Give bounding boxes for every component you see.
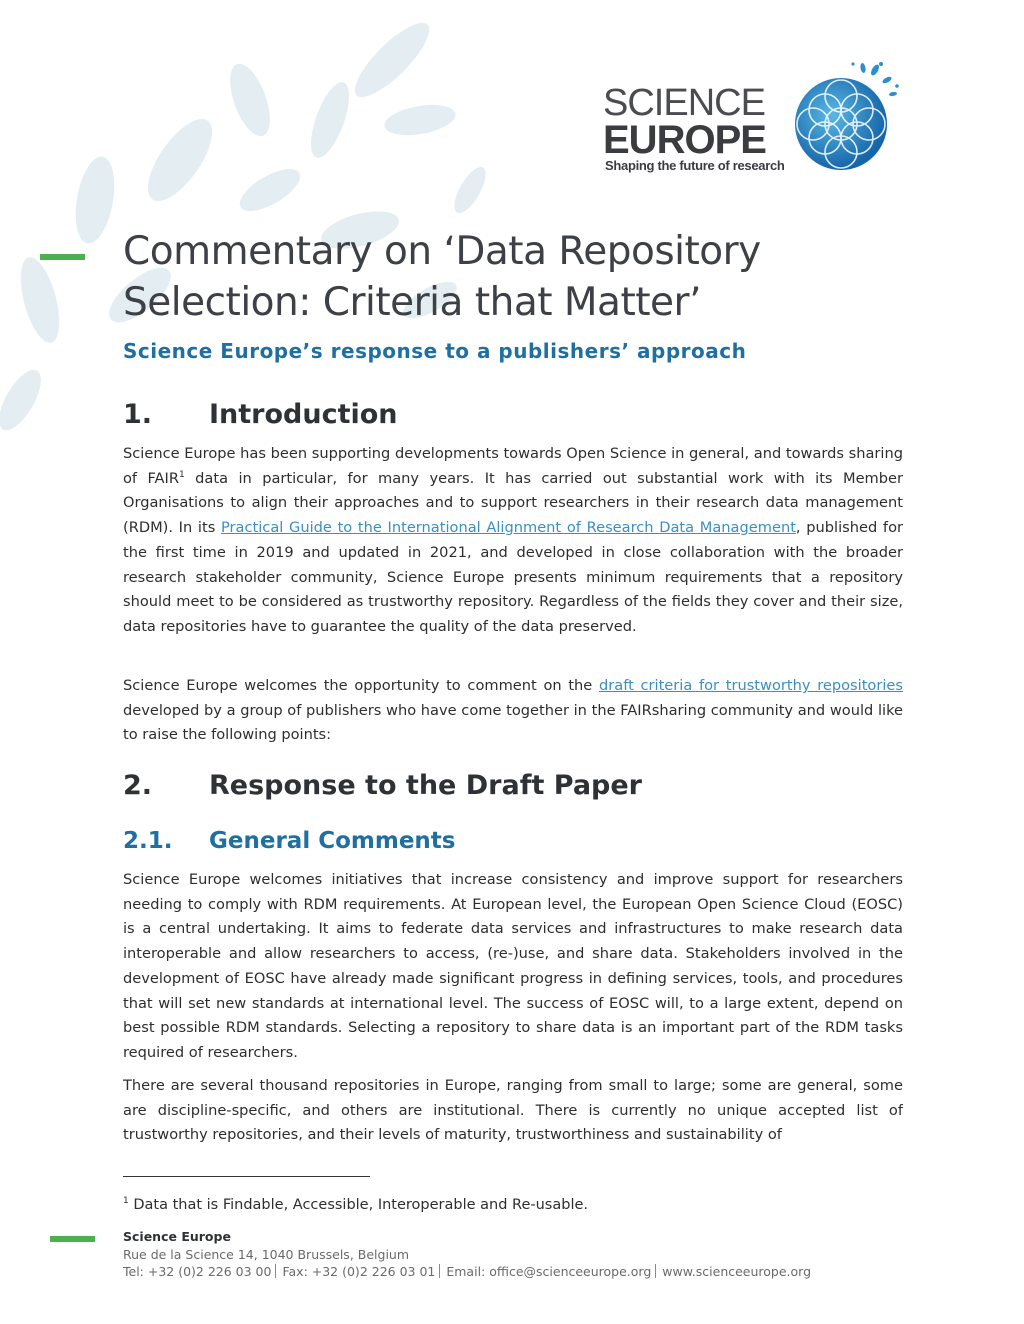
logo-tagline: Shaping the future of research	[605, 158, 785, 173]
section-heading-response	[123, 770, 642, 801]
text-run: Science Europe welcomes the opportunity to comment on the	[123, 677, 599, 694]
section-number: 1.	[123, 399, 153, 430]
page-subtitle: Science Europe’s response to a publishers’ approach	[123, 339, 747, 363]
section-number: 2.	[123, 770, 153, 801]
footer-website[interactable]: www.scienceeurope.org	[662, 1264, 812, 1279]
footer-separator	[275, 1264, 276, 1278]
logo-wordmark-science: SCIENCE	[603, 82, 765, 124]
text-run: developed by a group of publishers who have come together in the FAIRsharing community and would like to raise the following points:	[123, 701, 903, 744]
footer-address: Rue de la Science 14, 1040 Brussels, Belgium	[123, 1246, 410, 1262]
draft-criteria-link[interactable]: draft criteria for trustworthy repositories	[598, 677, 903, 694]
section-title: Response to the Draft Paper	[209, 770, 642, 801]
subsection-heading-general-comments	[123, 828, 455, 854]
footer-email[interactable]: Email: office@scienceeurope.org	[446, 1264, 652, 1279]
page-footer	[123, 1228, 811, 1281]
text-run: Science Europe has been supporting developments towards Open Science in general, and towards sharing of FAIR	[123, 445, 903, 487]
footnote-divider	[123, 1176, 370, 1177]
globe-icon	[789, 60, 901, 176]
footer-tel: Tel: +32 (0)2 226 03 00	[123, 1264, 272, 1279]
footnote-number: 1	[123, 1196, 129, 1207]
footer-fax: Fax: +32 (0)2 226 03 01	[282, 1264, 436, 1279]
general-paragraph-2: There are several thousand repositories in Europe, ranging from small to large; some are general, some are discipline-specific, and others are institutional. There is currently no unique accepted list of trustworthy repositories, and their levels of maturity, trustworthiness and sustainability of	[123, 1077, 903, 1144]
footer-org-name: Science Europe	[123, 1229, 231, 1244]
footer-separator	[655, 1264, 656, 1278]
section-title: Introduction	[209, 399, 398, 430]
text-run: data in particular, for many years. It has carried out substantial work with its Member Organisations to align their approaches and to support researchers in their research data management (RDM). In its	[123, 469, 903, 537]
footnote-text: Data that is Findable, Accessible, Interoperable and Re-usable.	[128, 1197, 589, 1213]
intro-paragraph-1	[123, 442, 903, 640]
intro-paragraph-2	[123, 674, 903, 748]
footnote-reference[interactable]: 1	[178, 469, 185, 480]
page-title: Commentary on ‘Data Repository Selection: Criteria that Matter’	[123, 229, 761, 325]
text-run: , published for the first time in 2019 and updated in 2021, and developed in close collaboration with the broader research stakeholder community, Science Europe presents minimum requirements that a repository should meet to be considered as trustworthy repository. Regardless of the fields they cover and their size, data repositories have to guarantee the quality of the data preserved.	[123, 519, 903, 635]
subsection-title: General Comments	[209, 828, 456, 854]
footer-contacts	[123, 1263, 811, 1281]
footnote	[123, 1197, 588, 1213]
footer-separator	[439, 1264, 440, 1278]
general-paragraph-1: Science Europe welcomes initiatives that increase consistency and improve support for researchers needing to comply with RDM requirements. At European level, the European Open Science Cloud (EOSC) is a central undertaking. It aims to federate data services and infrastructures to make research data interoperable and allow researchers to access, (re-)use, and share data. Stakeholders involved in the development of EOSC have already made significant progress in defining services, tools, and procedures that will set new standards at international level. The success of EOSC will, to a large extent, depend on best possible RDM standards. Selecting a repository to share data is an important part of the RDM tasks required of researchers.	[123, 871, 903, 1061]
science-europe-logo	[603, 60, 903, 176]
section-heading-introduction	[123, 399, 398, 430]
logo-wordmark-europe: EUROPE	[603, 118, 766, 162]
title-accent-bar	[40, 254, 85, 260]
practical-guide-link[interactable]: Practical Guide to the International Alignment of Research Data Management	[221, 519, 796, 537]
footer-accent-bar	[50, 1236, 95, 1242]
subsection-number: 2.1.	[123, 828, 173, 854]
